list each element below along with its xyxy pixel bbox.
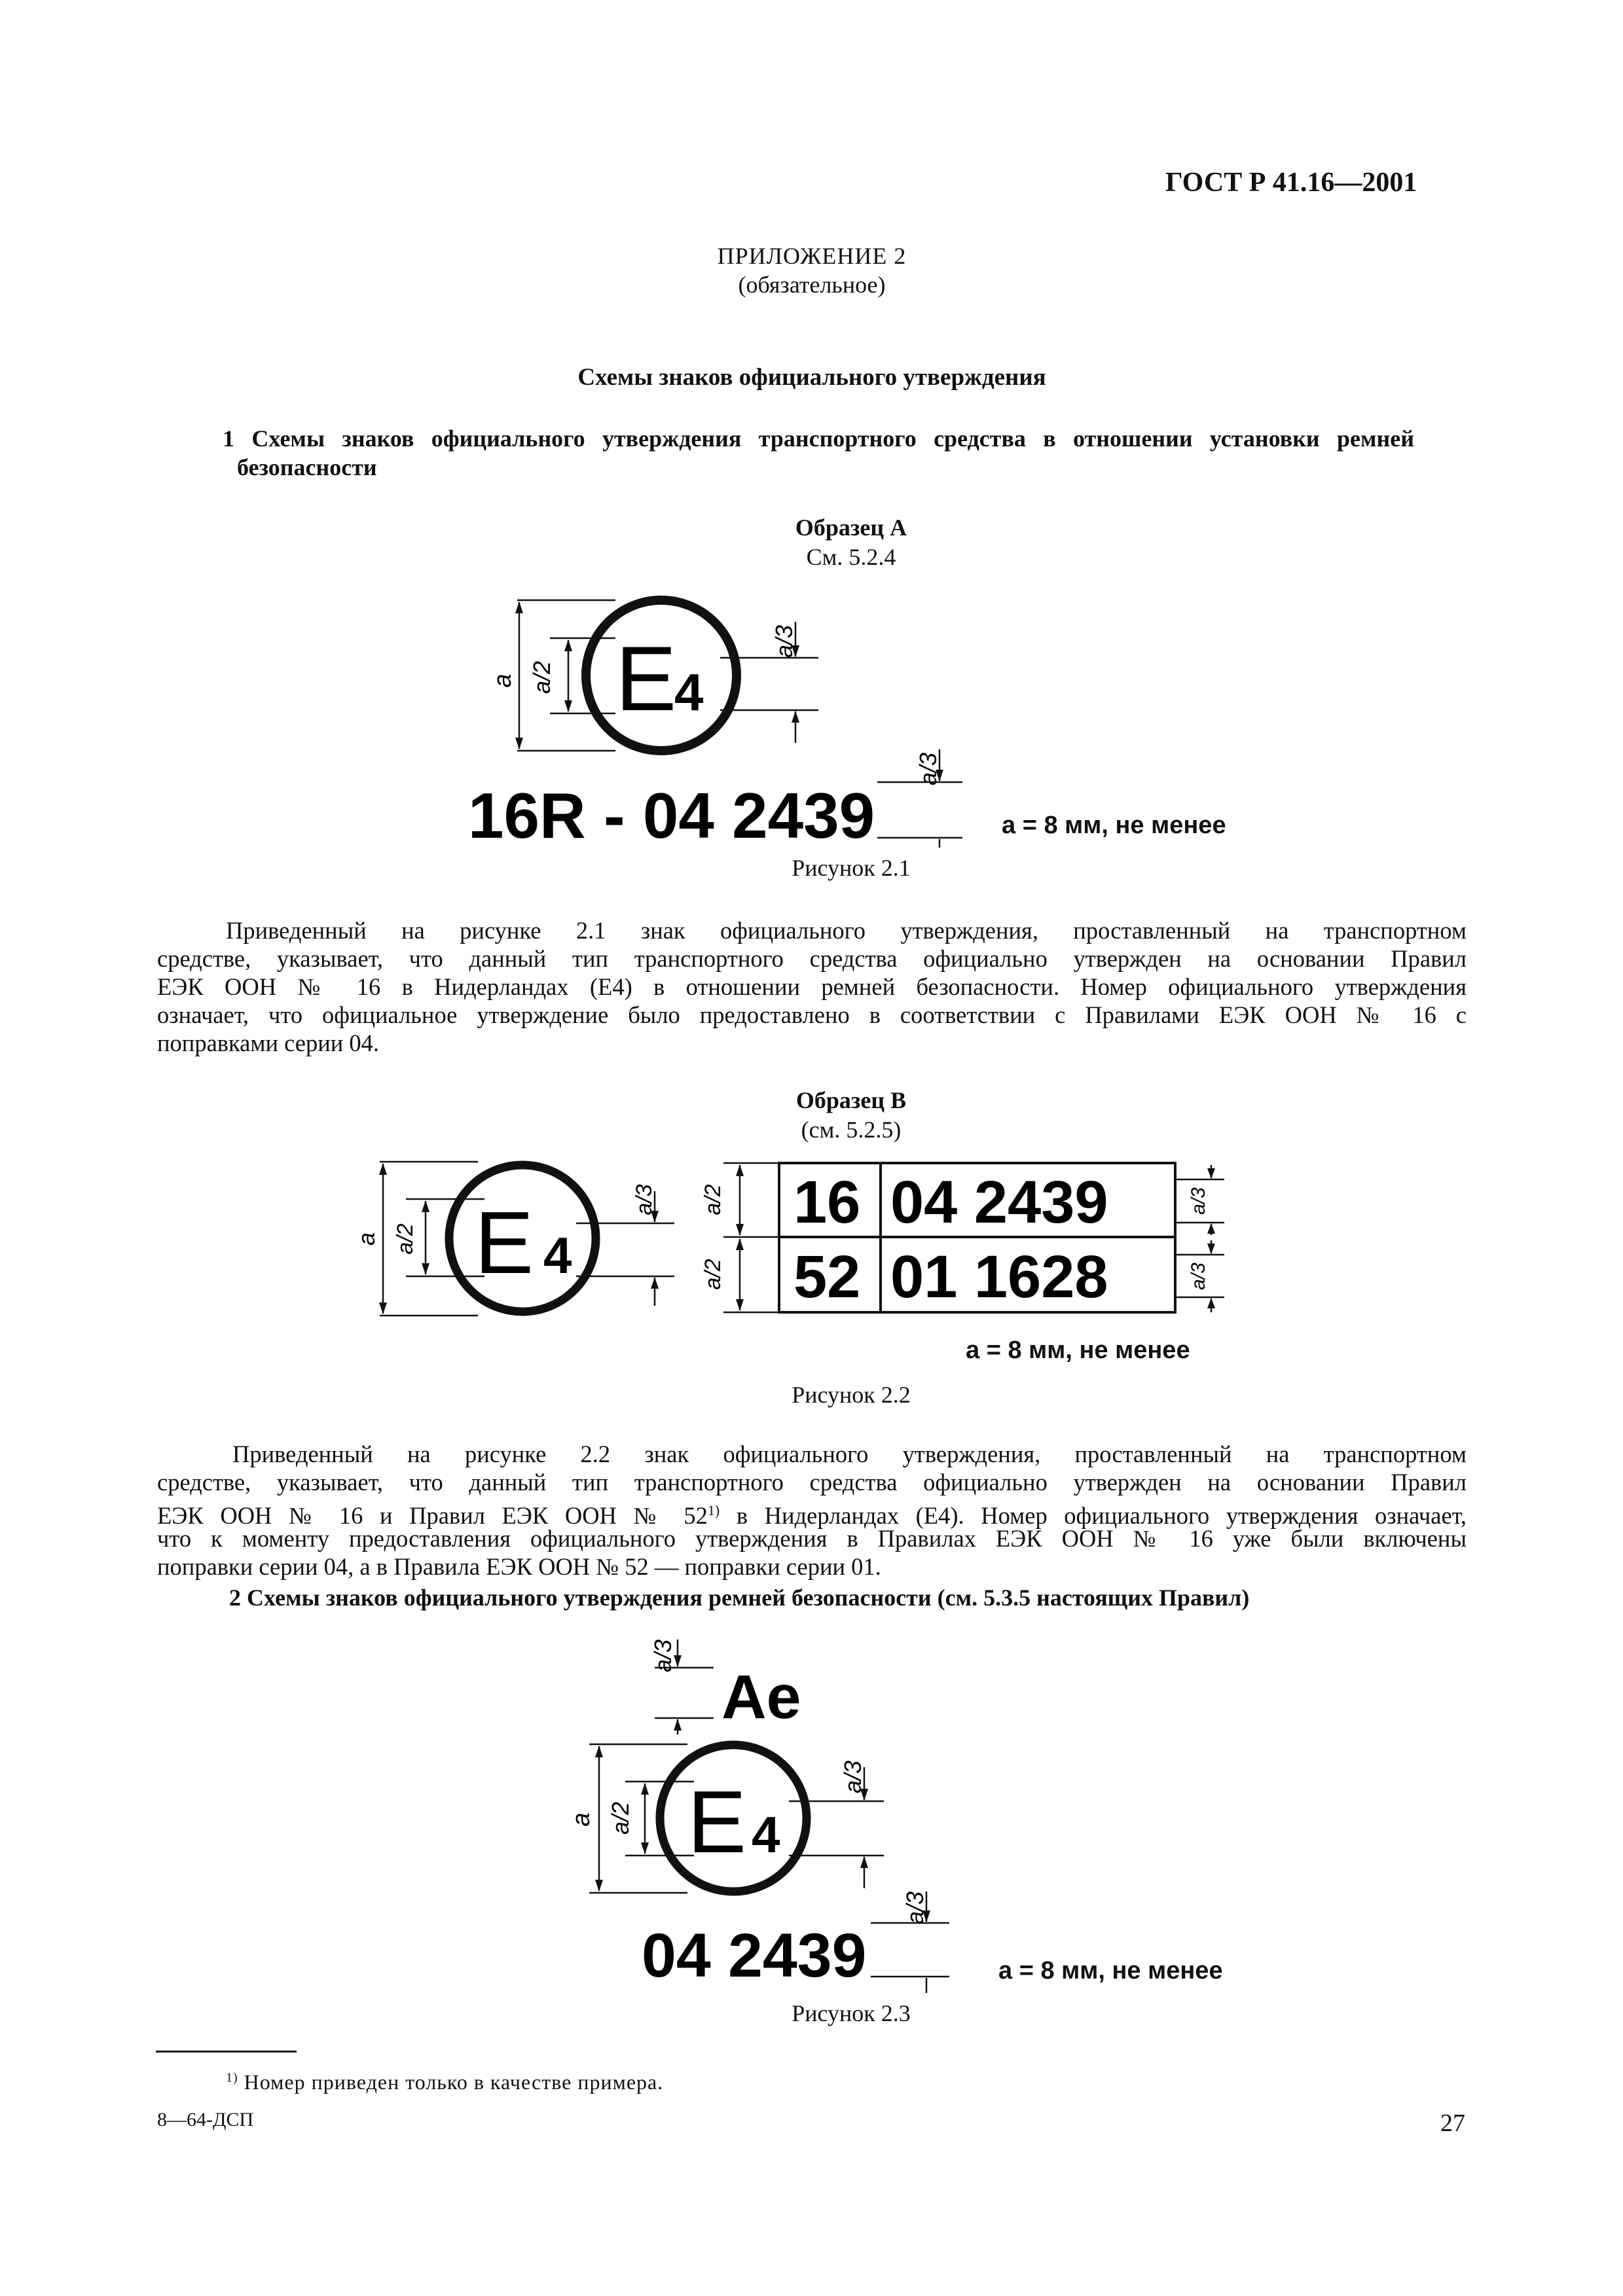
dim-third-label-bottom: a/3: [915, 752, 941, 786]
mark-number: 4: [543, 1227, 572, 1284]
dim-a-label: a: [353, 1232, 380, 1246]
section-1-heading-line2: безопасности: [237, 454, 377, 480]
paragraph-1-line: средстве, указывает, что данный тип транспортного средства официально утвержден на основании Правил: [157, 945, 1467, 972]
paragraph-1-line: поправками серии 04.: [157, 1030, 380, 1056]
paragraph-2-line: поправки серии 04, а в Правила ЕЭК ООН № 52 — поправки серии 01.: [157, 1553, 881, 1580]
table-number-cell: 04 2439: [890, 1169, 1108, 1236]
dim-half-label: a/2: [701, 1259, 725, 1290]
dim-third-label: a/3: [632, 1184, 657, 1215]
dim-third-label: a/3: [1188, 1263, 1209, 1290]
dim-third-label: a/3: [771, 624, 797, 658]
appendix-subtitle: (обязательное): [738, 272, 886, 298]
section-1-heading: [223, 424, 1414, 482]
footnote-rule: [156, 2051, 297, 2053]
approval-number: 16R - 04 2439: [468, 780, 875, 852]
footnote: [226, 2070, 663, 2094]
mark-letter: E: [475, 1193, 534, 1292]
footer-code: 8—64-ДСП: [157, 2109, 254, 2130]
table-reg-cell: 16: [793, 1169, 861, 1236]
table-reg-cell: 52: [793, 1244, 861, 1310]
dim-half-label: a/2: [607, 1801, 634, 1835]
dim-third-label: a/3: [649, 1639, 676, 1673]
table-number-cell: 01 1628: [890, 1244, 1108, 1310]
paragraph-1: [157, 916, 1467, 1057]
dim-half-label: a/2: [528, 660, 555, 694]
footnote-ref: 1): [707, 1502, 720, 1518]
section-2-heading: 2 Схемы знаков официального утверждения ремней безопасности (см. 5.3.5 настоящих Правил): [229, 1585, 1250, 1611]
page-number: 27: [1440, 2109, 1465, 2137]
figure-2-1-caption: Рисунок 2.1: [792, 855, 911, 881]
sample-c-note: a = 8 мм, не менее: [998, 1957, 1223, 1984]
paragraph-2-line: средстве, указывает, что данный тип транспортного средства официально утвержден на основании Правил: [157, 1469, 1467, 1496]
dim-third-label-bottom: a/3: [902, 1891, 928, 1925]
section-1-heading-line1: 1 Схемы знаков официального утверждения транспортного средства в отношении установки ремней: [223, 425, 1414, 452]
sample-a-title: Образец А: [795, 514, 907, 541]
dim-half-label: a/2: [701, 1184, 725, 1215]
dim-third-label: a/3: [1188, 1187, 1209, 1215]
paragraph-1-line: Приведенный на рисунке 2.1 знак официального утверждения, проставленный на транспортном: [226, 917, 1467, 944]
figure-2-2: [353, 1155, 1244, 1325]
document-id: ГОСТ Р 41.16—2001: [1165, 168, 1417, 198]
mark-number: 4: [674, 663, 704, 721]
sample-b-note: a = 8 мм, не менее: [966, 1336, 1190, 1364]
sample-b-ref: (см. 5.2.5): [801, 1117, 902, 1143]
paragraph-1-line: ЕЭК ООН № 16 в Нидерландах (E4) в отношении ремней безопасности. Номер официального утверждения: [157, 973, 1467, 1000]
mark-letter: E: [615, 627, 677, 730]
footnote-text: Номер приведен только в качестве примера.: [244, 2070, 664, 2094]
section-title: Схемы знаков официального утверждения: [577, 364, 1046, 391]
paragraph-2-line: Приведенный на рисунке 2.2 знак официального утверждения, проставленный на транспортном: [232, 1441, 1467, 1467]
footnote-mark: 1): [226, 2070, 238, 2085]
mark-number: 4: [752, 1806, 780, 1863]
mark-letter: E: [687, 1772, 747, 1871]
figure-2-3: [570, 1630, 976, 1996]
sample-b-title: Образец В: [795, 1087, 907, 1113]
dim-a-label: a: [568, 1812, 595, 1827]
dim-third-label: a/3: [839, 1760, 866, 1794]
paragraph-1-line: означает, что официальное утверждение было предоставлено в соответствии с Правилами ЕЭК ООН № 16 с: [157, 1001, 1467, 1028]
figure-2-2-caption: Рисунок 2.2: [792, 1382, 911, 1408]
figure-2-1: [468, 586, 1336, 852]
figure-2-3-caption: Рисунок 2.3: [792, 2000, 911, 2026]
paragraph-2-line: что к моменту предоставления официального утверждения в Правилах ЕЭК ООН № 16 уже были включены: [157, 1525, 1467, 1552]
top-label: Ae: [721, 1662, 801, 1732]
dim-a-label: a: [489, 673, 517, 688]
approval-number: 04 2439: [642, 1921, 867, 1990]
paragraph-2-line: ЕЭК ООН № 16 и Правил ЕЭК ООН № 52$^{1)}$ в Нидерландах (E4). Номер официального утверждения означает,: [157, 1502, 1467, 1530]
sample-a-note: a = 8 мм, не менее: [1002, 812, 1226, 839]
appendix-title: ПРИЛОЖЕНИЕ 2: [717, 243, 907, 269]
dim-half-label: a/2: [393, 1223, 418, 1255]
paragraph-2: [157, 1440, 1467, 1581]
sample-a-ref: См. 5.2.4: [806, 544, 896, 570]
